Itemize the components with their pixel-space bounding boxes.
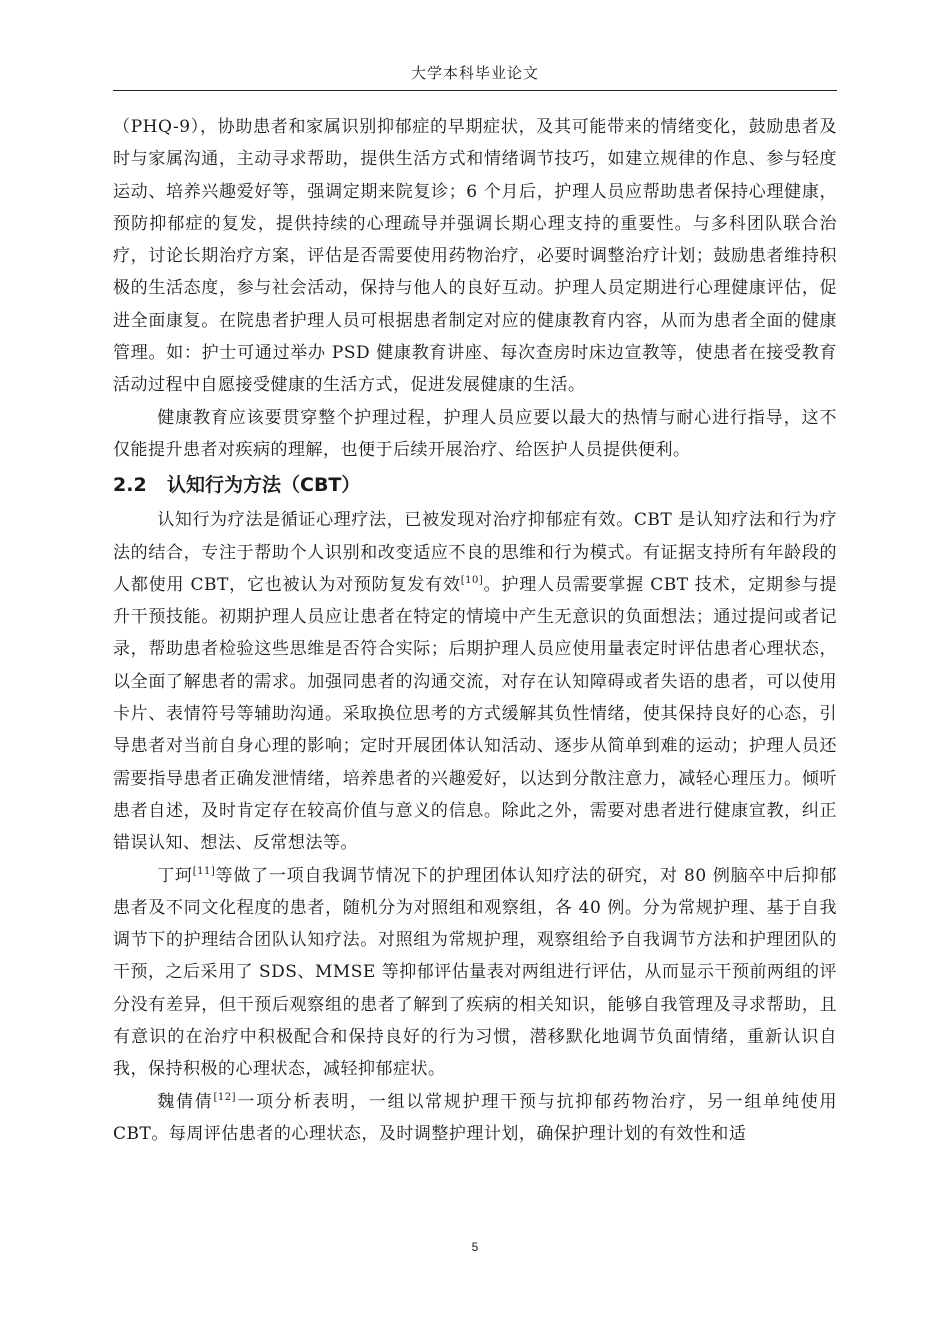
paragraph-continued: （PHQ-9），协助患者和家属识别抑郁症的早期症状，及其可能带来的情绪变化，鼓励患者及时与家属沟通，主动寻求帮助，提供生活方式和情绪调节技巧，如建立规律的作息、参与轻度运动、培养兴趣爱好等，强调定期来院复诊；6 个月后，护理人员应帮助患者保持心理健康，预防抑郁症的复发，提供持续的心理疏导并强调长期心理支持的重要性。与多科团队联合治疗，讨论长期治疗方案，评估是否需要使用药物治疗，必要时调整治疗计划；鼓励患者维持积极的生活态度，参与社会活动，保持与他人的良好互动。护理人员定期进行心理健康评估，促进全面康复。在院患者护理人员可根据患者制定对应的健康教育内容，从而为患者全面的健康管理。如：护士可通过举办 PSD 健康教育讲座、每次查房时床边宣教等，使患者在接受教育活动过程中自愿接受健康的生活方式，促进发展健康的生活。	[113, 117, 837, 396]
paragraph-text: 认知行为疗法是循证心理疗法，已被发现对治疗抑郁症有效。CBT 是认知疗法和行为疗法的结合，专注于帮助个人识别和改变适应不良的思维和行为模式。有证据支持所有年龄段的人都使用 CBT，它也被认为对预防复发有效	[113, 510, 837, 595]
section-heading	[113, 468, 837, 502]
page-number: 5	[471, 1240, 479, 1254]
citation-ref: [11]	[192, 865, 216, 877]
paragraph-ding-ke-study	[113, 860, 837, 1086]
header-title: 大学本科毕业论文	[410, 64, 539, 82]
paragraph-health-education: 健康教育应该要贯穿整个护理过程，护理人员应要以最大的热情与耐心进行指导，这不仅能提升患者对疾病的理解，也便于后续开展治疗、给医护人员提供便利。	[113, 407, 837, 460]
page-header	[113, 62, 837, 91]
paragraph-cbt-intro	[113, 504, 837, 859]
paragraph-text: 一项分析表明，一组以常规护理干预与抗抑郁药物治疗，另一组单纯使用 CBT。每周评估患者的心理状态，及时调整护理计划，确保护理计划的有效性和适	[113, 1091, 838, 1144]
paragraph-text: 。护理人员需要掌握 CBT 技术，定期参与提升干预技能。初期护理人员应让患者在特定的情境中产生无意识的负面想法；通过提问或者记录，帮助患者检验这些思维是否符合实际；后期护理人员应使用量表定时评估患者心理状态，以全面了解患者的需求。加强同患者的沟通交流，对存在认知障碍或者失语的患者，可以使用卡片、表情符号等辅助沟通。采取换位思考的方式缓解其负性情绪，使其保持良好的心态，引导患者对当前自身心理的影响；定时开展团体认知活动、逐步从简单到难的运动；护理人员还需要指导患者正确发泄情绪，培养患者的兴趣爱好，以达到分散注意力，减轻心理压力。倾听患者自述，及时肯定存在较高价值与意义的信息。除此之外，需要对患者进行健康宣教，纠正错误认知、想法、反常想法等。	[113, 574, 837, 854]
paragraph-text: 丁珂	[157, 865, 193, 886]
citation-ref: [12]	[213, 1091, 237, 1103]
paragraph-wei-qianqian-study	[113, 1086, 837, 1151]
citation-ref: [10]	[460, 574, 484, 586]
section-number: 2.2	[113, 474, 147, 497]
document-body	[113, 111, 837, 1150]
section-title: 认知行为方法（CBT）	[167, 474, 361, 497]
paragraph-text: 魏倩倩	[157, 1091, 214, 1112]
paragraph-text: 等做了一项自我调节情况下的护理团体认知疗法的研究，对 80 例脑卒中后抑郁患者及不同文化程度的患者，随机分为对照组和观察组，各 40 例。分为常规护理、基于自我调节下的护理结合团队认知疗法。对照组为常规护理，观察组给予自我调节方法和护理团队的干预，之后采用了 SDS、MMSE 等抑郁评估量表对两组进行评估，从而显示干预前两组的评分没有差异，但干预后观察组的患者了解到了疾病的相关知识，能够自我管理及寻求帮助，且有意识的在治疗中积极配合和保持良好的行为习惯，潜移默化地调节负面情绪，重新认识自我，保持积极的心理状态，减轻抑郁症状。	[113, 865, 837, 1080]
